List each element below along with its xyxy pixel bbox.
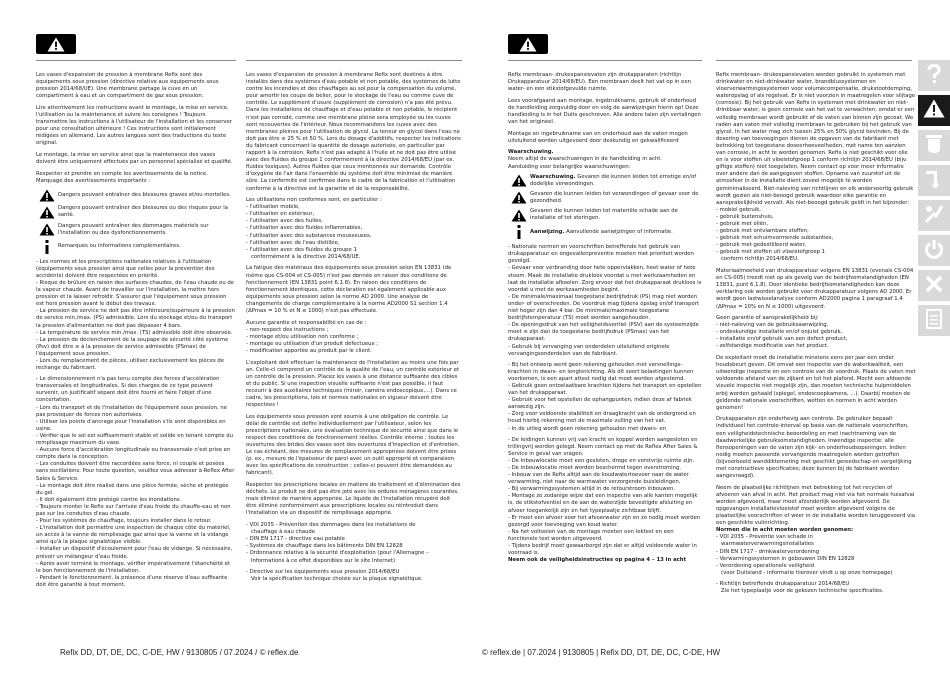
list-item: - Vérifier que le sol est suffisamment stable et solide en tenant compte du remplissage maximum du vase. bbox=[36, 432, 234, 447]
list-item: - montage ou utilisation d'un produit défectueux ; bbox=[246, 340, 379, 347]
paragraph: Les utilisations non conformes sont, en particulier : bbox=[246, 197, 382, 204]
list-item: - Er moet een afvoer voor het afvoerwater zijn en zo nodig moet worden gezorgd voor toevoeging van koud water. bbox=[508, 514, 701, 528]
symbol-text bbox=[530, 229, 704, 236]
list-item: - La pression de service ne doit pas être inférieure/supérieure à la pression de service min./max. (PS) admissible. Lors du stockage et/ou du transport la pression d'alimentation ne doit pas dépasser 4 bars. bbox=[36, 308, 235, 329]
list-item: - Ordonnance relative à la sécurité d'exploitation (pour l'Allemagne – bbox=[246, 550, 429, 557]
header-rule bbox=[716, 60, 912, 61]
warning-symbol-row bbox=[508, 191, 704, 205]
list-item: - Il doit également être protégé contre les inondations. bbox=[36, 496, 182, 503]
paragraph: Lire attentivement les instructions avant le montage, la mise en service, l'utilisation ou la maintenance et suivre les consignes ! Toujours transmettre les instructions à l'utilisateur de l'installation et les conserver pour une consultation ultérieure ! Ces instructions sont initialement rédigées en allemand. Les autres langues sont des traductions du texte original. bbox=[36, 104, 232, 147]
warning-header-icon bbox=[508, 34, 548, 54]
bullet-list bbox=[246, 327, 462, 355]
bullet-list bbox=[716, 322, 916, 350]
tab-installation[interactable] bbox=[918, 165, 950, 196]
list-item: - Bij het ontwerp werd geen rekening gehouden met versnellings-krachten in dwars- en lengterichting. Als dit soort belastingen kunnen voorkomen, is een apart attest nodig dat moet worden afgestemd. bbox=[508, 361, 694, 382]
list-item: - VDI 2035 - Prévention des dommages dans les installations de bbox=[246, 522, 416, 529]
list-item: - Lors du transport et de l'installation de l'équipement sous pression, ne pas provoquer de forces non autorisées. bbox=[36, 404, 227, 418]
power-icon bbox=[924, 239, 944, 263]
list-item: - ondeskundige installatie en/of onjuist gebruik, bbox=[716, 329, 843, 336]
caution-symbol-row bbox=[508, 208, 704, 222]
safety-reference: Neem ook de veiligheidsinstructies op pagina 4 – 13 in acht bbox=[508, 557, 687, 564]
warning-triangle-icon bbox=[508, 191, 530, 204]
header-rule bbox=[508, 60, 702, 61]
list-item: - l'utilisation avec de l'eau distillée, bbox=[246, 239, 340, 246]
list-item: Informations à ce effet disponibles sur le site Internet) bbox=[251, 557, 396, 564]
list-item: - l'utilisation avec des substances mousseuses, bbox=[246, 232, 372, 239]
list-item: conform richtlijn 2014/68/EU. bbox=[721, 256, 799, 263]
list-item: - La température de service min./max. (TS) admissible doit être observée. bbox=[36, 329, 233, 336]
caution-symbol-row bbox=[36, 223, 236, 237]
list-item: - gebruik met schuimvormende substanties, bbox=[716, 235, 834, 242]
page-footer: Refix DD, DT, DE, DC, C-DE, HW / 9130805 / 07.2024 / © reflex.de bbox=[60, 648, 299, 657]
symbol-desc: Aanvullende aanwijzingen of informatie. bbox=[564, 228, 673, 235]
bullet-list bbox=[246, 204, 462, 261]
bullet-list bbox=[716, 207, 916, 264]
warning-header-icon bbox=[36, 34, 76, 54]
symbol-text: Gevaren die kunnen leiden tot materiële schade aan de installatie of tot storingen. bbox=[530, 208, 678, 222]
list-item: - Gebruik bij vervanging van onderdelen uitsluitend originele vervangingsonderdelen van de fabrikant. bbox=[508, 343, 670, 357]
list-item: - Nationale normen en voorschriften betreffende het gebruik van drukapparatuur en ongevallenpreventie moeten met prioriteit worden gevolgd. bbox=[508, 244, 694, 265]
symbol-text: Dangers pouvant entraîner des blessures ou des risques pour la santé. bbox=[58, 205, 228, 219]
list-item: - In de uitleg wordt geen rekening gehouden met dwars- en bbox=[508, 425, 667, 432]
column-nl-2 bbox=[716, 72, 916, 596]
list-item: - Les conduites doivent être raccordées sans force, ni couple et posées sans oscillations. Pour toute question, veuillez vous adresser à Reflex After Sales & Service. bbox=[36, 461, 235, 482]
vessel-icon bbox=[925, 134, 943, 158]
info-symbol-row bbox=[36, 240, 236, 254]
list-item: - Systèmes de chauffage dans les bâtiments DIN EN 12828 bbox=[246, 543, 403, 550]
warning-icon bbox=[923, 99, 945, 122]
list-item: conformément à la directive 2014/68/UE. bbox=[251, 253, 361, 260]
list-item: - Pendant le fonctionnement, la présence d'une réserve d'eau suffisante doit être garantie à tout moment. bbox=[36, 574, 228, 588]
list-item: - installatie en/of gebruik van een defect product, bbox=[716, 336, 848, 343]
list-item: - Gebruik geen ontoelaatbare krachten tijdens het transport en opstellen van het drukapparaat. bbox=[508, 382, 702, 397]
paragraph: Lees voorafgaand aan montage, ingebruikname, gebruik of onderhoud de handleiding zorgvuldig door en volg de aanwijzingen hierin op! Deze handleiding is in het Duits geschreven. Alle andere talen zijn vertalingen van het origineel. bbox=[508, 97, 701, 126]
header-rule bbox=[246, 60, 462, 61]
list-item: warmwaterverwarmingsinstallaties bbox=[721, 541, 814, 548]
paragraph: Montage en ingebruikname van en onderhoud aan de vaten mogen uitsluitend worden uitgevoerd door deskundig en gekwalificeerd bbox=[508, 130, 688, 144]
symbol-text: Dangers pouvant entraîner des dommages matériels sur l'installation ou des dysfonctionnements. bbox=[58, 222, 209, 236]
list-item: - L'installation doit permettre une inspection de chaque côté du matériel, un accès à la vanne de remplissage gaz ainsi que la vanne et la vidange ainsi qu'à la plaque signalétique visible. bbox=[36, 525, 231, 546]
paragraph: Refix membraan- drukexpansievaten zijn drukapparaten (richtlijn Drukapparatuur 2014/68/EU). Een membraan deelt het vat op in een water- en een stikstofgevulde ruimte. bbox=[508, 72, 691, 93]
tab-documents[interactable] bbox=[918, 305, 950, 336]
column-nl-1 bbox=[508, 72, 704, 564]
list-item: - Gebruik voor het opstellen de ophangpunten, indien deze af fabriek aanwezig zijn. bbox=[508, 397, 692, 411]
header-rule bbox=[36, 60, 236, 61]
list-item: - Zorg voor voldoende stabiliteit en draagkracht van de ondergrond en houd hierbij rekening met de maximale vulling van het vat. bbox=[508, 411, 696, 425]
list-item: - Verwarmingssystemen in gebouwen DIN EN 12828 bbox=[716, 555, 855, 562]
paragraph: Les équipements sous pression sont soumis à une obligation de contrôle. Le délai de contrôle est défini individuellement par l'utilisateur, selon les prescriptions nationales, une évaluation technique de sécurité ainsi que dans le respect des conditions de fonctionnement réelles. Contrôle interne : toutes les ouvertures des brides des vases sont des ouvertures d'inspection et d'entretien. Le cas échéant, des mesures de remplacement appropriées doivent être prises (p. ex., mesure de l'épaisseur de paroi avec un outil approprié et comparaison avec les spécifications de construction ; celles-ci peuvent être demandées au fabricant). bbox=[246, 413, 460, 477]
paragraph: Waarschuwing. bbox=[508, 149, 554, 156]
list-item: - niet-naleving van de gebruiksaanwijzing, bbox=[716, 322, 829, 329]
list-item: chauffage à eau chaude bbox=[251, 529, 316, 536]
list-item: - l'utilisation avec des fluides inflammables, bbox=[246, 225, 363, 232]
paragraph: Materiaalmoeheid van drukapparatuur volgens EN 13831 (evenals CS-004 en CS-005) treedt niet op als gevolg van de bedrijfsomstandigheden (EN 13831, punt 6.1.8). Door identieke bedrijfsomstandigheden kan deze verklaring ook worden gebruikt voor drukapparatuur volgens AD 2000. Er wordt geen lastwisselanalyse conform AD2000 pagina 1 paragraaf 1.4 (ΔPmax = 10% en N ≤ 1000) uitgevoerd. bbox=[716, 268, 914, 310]
list-item: - Après avoir terminé le montage, vérifier impérativement l'étanchéité et le bon fonctionnement de l'installation. bbox=[36, 560, 231, 574]
list-item: - Risque de brûlure en raison des surfaces chaudes, de l'eau chaude ou de la vapeur chaude. Avant de travailler sur l'installation, la mettre hors pression et la laisser refroidir. S'assurer que l'équipement sous pression est hors pression avant le début des travaux. bbox=[36, 279, 235, 308]
paragraph: Aanduiding voor belangrijke waarschuwingen: bbox=[508, 163, 631, 170]
list-item: - non-respect des instructions ; bbox=[246, 326, 329, 333]
list-item: - gebruik buitenshuis, bbox=[716, 213, 774, 220]
symbol-text: Dangers pouvant entraîner des blessures graves et/ou mortelles. bbox=[58, 192, 231, 199]
paragraph: De exploitant moet de installatie minstens eens per jaar een onder houdsbeurt geven. Dit omvat een inspectie van de waterkwaliteit, een uitwendige inspectie en een controle van de voordruk. Plaats de vaten met voldoende afstand van de zijkant en tot het plafond. Mocht een afdoende visuele inspectie niet mogelijk zijn, dan moeten technische hulpmiddelen erbij worden gehaald (spiegel, endoscoopkamera, ...). Daarbij moeten de geldende nationale voorschriften, wetten en normen in acht worden genomen! bbox=[716, 355, 916, 411]
bullet-list bbox=[508, 244, 704, 557]
symbol-desc: Gevaren die kunnen leiden tot ernstige en/of dodelijke verwondingen. bbox=[530, 173, 697, 187]
paragraph: Neem altijd de waarschuwingen in de handleiding in acht. bbox=[508, 156, 662, 163]
paragraph: Marquage des avertissements importants : bbox=[36, 177, 151, 184]
danger-symbol-row bbox=[508, 174, 704, 188]
danger-symbol-row bbox=[36, 189, 236, 202]
reference-list bbox=[246, 522, 462, 565]
right-page bbox=[480, 0, 950, 674]
list-item: - De inbouwlocatie moet een gesloten, droge en vorstvrije ruimte zijn. bbox=[508, 457, 695, 464]
list-item: - Directive sur les équipements sous pression 2014/68/EU bbox=[246, 569, 400, 576]
list-item: - Le dimensionnement n'a pas tenu compte des forces d'accélération transversales et longitudinales. Si des charges de ce type peuvent survenir, un justificatif séparé doit être fourni et faire l'objet d'une concertation. bbox=[36, 376, 220, 404]
list-item: - Installer un dispositif d'écoulement pour l'eau de vidange. Si nécessaire, prévoir un mélangeur d'eau froide. bbox=[36, 546, 233, 560]
list-item: - gebruik met oliën, bbox=[716, 220, 768, 227]
paragraph: L'exploitant doit effectuer la maintenance de l'installation au moins une fois par an. Celle-ci comprend un contrôle de la qualité de l'eau, un contrôle extérieur et un contrôle de la pression. Placez les vases à une distance suffisante des cibles et du public. Si une inspection visuelle suffisante n'est pas possible, il faut recourir à des auxiliaires techniques (miroir, caméra endoscopique,...). Dans ce cadre, les prescriptions, lois et normes nationales en vigueur doivent être respectées ! bbox=[246, 359, 460, 409]
tools-icon bbox=[924, 274, 944, 298]
list-item: - De inbouwlocatie moet worden beschermd tegen overstroming. bbox=[508, 465, 682, 471]
caution-triangle-icon bbox=[508, 209, 530, 222]
list-item: - Gevaar voor verbranding door hete oppervlakken, heet water of hete stoom. Maak de installatie drukloos voordat u met werkzaamheden en laat de installatie afkoelen. Zorg ervoor dat het drukapparaat drukloos is voordat u met de werkzaamheden begint. bbox=[508, 265, 702, 293]
list-item: - Na het voltooien van de montage moeten een lektest en een functionele test worden uitgevoerd. bbox=[508, 528, 674, 542]
info-icon bbox=[508, 225, 530, 239]
side-tabs bbox=[918, 60, 950, 340]
list-item: - Le montage doit être réalisé dans une pièce fermée, sèche et protégée du gel. bbox=[36, 482, 229, 496]
list-item: - Verordening operationele veiligheid bbox=[716, 562, 815, 569]
list-item: - De minimale/maximaal toegestane bedrijfsdruk (PS) mag niet worden onder- of overschreden. De voordruk mag tijdens opslag en/of transport niet hoger zijn dan 4 bar. De minimale/maximale toegestane bedrijfstemperatuur (TS) moet worden aangehouden. bbox=[508, 293, 700, 322]
symbol-text: Gevaren die kunnen leiden tot verwondingen of gevaar voor de gezondheid. bbox=[530, 190, 699, 204]
list-item: - Inbouw van de Refix altijd aan de koudwatertoevoer naar de water verwarming, niet naar de warmwater verzorgende buisleidingen. bbox=[508, 472, 689, 486]
reference-list bbox=[716, 534, 916, 577]
paragraph: Geen garantie of aansprakelijkheid bij: bbox=[716, 315, 819, 322]
list-item: - modification apportée au produit par le client. bbox=[246, 347, 372, 354]
list-item: - Toujours monter le Refix sur l'arrivée d'eau froide du chauffe-eau et non pas sur les conduites d'eau chaude. bbox=[36, 503, 231, 517]
paragraph: Les vases d'expansion de pression à membrane Refix sont des équipements sous pression (directive relative aux équipements sous pression 2014/68/UE). Une membrane partage la cuve en un compartiment à eau et un compartiment de gaz sous pression. bbox=[36, 72, 219, 100]
bullet-list bbox=[36, 259, 236, 589]
list-item: - l'utilisation avec des fluides du groupe 1 bbox=[246, 246, 357, 253]
tab-maintenance[interactable] bbox=[918, 270, 950, 301]
page-footer: © reflex.de | 07.2024 | 9130805 | Refix DD, DT, DE, DC, C-DE, HW bbox=[482, 648, 720, 657]
list-item: - De leidingen kunnen vrij van kracht en koppel worden aangesloten en trillingvrij worden gelegd. Neem contact op met de Reflex After Sales & Service in geval van vragen. bbox=[508, 436, 698, 457]
list-item: - Utiliser les points d'ancrage pour l'installation s'ils sont disponibles en usine. bbox=[36, 418, 226, 432]
list-item: - Les normes et les prescriptions nationales relatives à l'utilisation (équipements sous pression ainsi que celles pour la prévention des accidents) doivent être respectées en priorité. bbox=[36, 258, 215, 279]
list-item: - gebruik met gedestilleerd water, bbox=[716, 242, 807, 249]
danger-triangle-icon bbox=[36, 189, 58, 202]
info-symbol-row bbox=[508, 225, 704, 239]
list-item: - DIN EN 1717 - directive eau potable bbox=[246, 536, 345, 543]
paragraph: Normen die in acht moeten worden genomen: bbox=[716, 527, 854, 534]
commissioning-icon bbox=[924, 204, 944, 228]
tab-commissioning[interactable] bbox=[918, 200, 950, 231]
paragraph: Respecter et prendre en compte les avertissements de la notice. bbox=[36, 170, 208, 177]
list-item: - zelfstandige modificatie van het product. bbox=[716, 343, 829, 350]
tab-product[interactable] bbox=[918, 130, 950, 161]
list-item: Zie het typeplaatje voor de gekozen technische specificaties. bbox=[721, 588, 884, 595]
list-item: - l'utilisation avec des huiles, bbox=[246, 218, 323, 225]
list-item: - Pour les systèmes de chauffage, toujours installer dans le retour. bbox=[36, 518, 212, 525]
list-item: - Bij verwarmingssystemen altijd in de retourstroom inbouwen. bbox=[508, 486, 676, 493]
list-item: (voor Duitsland - informatie hierover vindt u op onze homepage) bbox=[721, 569, 893, 576]
list-item: - gebruik met stoffen uit vloeistofgroep 1 bbox=[716, 249, 825, 256]
installation-icon bbox=[924, 169, 944, 193]
symbol-text bbox=[530, 174, 704, 188]
column-fr-2 bbox=[246, 72, 462, 583]
list-item: - mobiel gebruik, bbox=[716, 206, 761, 213]
list-item: - montage et/ou utilisation non conforme ; bbox=[246, 333, 359, 340]
list-item: - DIN EN 1717 - drinkwaterverordening bbox=[716, 548, 820, 555]
symbol-text: Remarques ou informations complémentaires. bbox=[58, 243, 181, 250]
paragraph: Drukapparaten zijn onderhevig aan controle. De gebruiker bepaalt individueel het controle-interval op basis van de nationale voorschriften, een veiligheidstechnische beoordeling en met inachtneming van de daadwerkelijke gebruiksomstandigheden. Inwendige inspectie: alle flensopeningen van de vaten zijn kijk- en onderhoudsopeningen. Indien nodig moeten passende vervangende maatregelen worden getroffen (bijvoorbeeld wanddiktemeting met geschikt gereedschap en vergelijking met constructieve specificaties; deze kunnen bij de fabrikant worden aangevraagd). bbox=[716, 416, 912, 480]
tab-operation[interactable] bbox=[918, 235, 950, 266]
column-fr-1 bbox=[36, 72, 236, 589]
list-item: - l'utilisation mobile, bbox=[246, 204, 300, 211]
question-icon bbox=[926, 64, 942, 88]
paragraph: Aucune garantie et responsabilité en cas de : bbox=[246, 319, 367, 326]
warning-triangle-icon bbox=[36, 206, 58, 219]
paragraph: Les vases d'expansion de pression à membrane Refix sont destinés à être installés dans des systèmes d'eau potable et non potable, des systèmes de lutte contre les incendies et des chauffages au sol pour la compensation du volume, pour amortir les coups de bélier, pour le stockage de l'eau ou comme cuve de contrôle. Le supplément d'usure (supplément de corrosion) n'a pas été prévu. Dans les installations de chauffage et d'eau potable et non potable, le récipient n'est pas corrodé, comme une membrane pleine sera employée ou les cuves sont recouvertes de l'intérieur. Nous recommandons les cuves avec des membranes pleines pour l'utilisation de glycol. La teneur en glycol dans l'eau ne doit pas être ≤ 25 % et 50 %. Lors du dosage d'additifs, respecter les indications du fabricant concernant la quantité de dosage autorisée, en particulier par rapport à la corrosion. Refix n'est pas adapté à l'huile et ne doit pas être utilisé avec des fluides du groupe 1 conformément à la directive 2014/68/EU (par ex. fluides toxiques). Autres fluides que ceux mentionnés sur demande. Contrôle d'oxygène de l'air dans l'ensemble du système doit être minimisé de manière sûre. La conformité est confirmée dans le cadre de la fabrication et l'utilisation conforme à la directive est la garantie et de la responsabilité. bbox=[246, 72, 461, 192]
list-item: - Tijdens bedrijf moet gewaarborgd zijn dat er altijd voldoende water in voorraad is. bbox=[508, 543, 697, 557]
list-item: - Montage zo zodanige wijze dat een inspectie van alle kanten mogelijk is, de stikstofventiel en de aan de waterzijde bevestigde afsluiting en afvoer toegankelijk zijn en het typeplaatje zichtbaar blijft. bbox=[508, 493, 698, 514]
paragraph: Neem de plaatselijke richtlijnen met betrekking tot het recyclen of afvoeren van afval in acht. Het product mag niet via het normale huisafval worden afgevoerd, maar moet afzonderlijk worden afgevoerd. De opgevangen installatievloeistof moet worden afgevoerd volgens de plaatselijke voorschriften of weer in de installatie worden teruggevoerd via een geschikte vulinrichting. bbox=[716, 484, 915, 527]
danger-triangle-icon bbox=[508, 174, 530, 187]
paragraph: Refix membraan- drukexpansievaten worden gebruikt in systemen met drinkwater en niet-drinkwater water, brandblussystemen en vloerverwarmingssystemen voor volumecompensatie, drukstootdemping, wateropslag of als regelvat. Er is niet voorzien in maatregelen voor slijtage (corrosie). Bij het gebruik van Refix in systemen met drinkwater en niet-drinkbaar water, is geen corrosie van het vat te verwachten, omdat er een volledig membraan wordt gebruikt of de vaten van binnen zijn gecoat. We raden aan vaten met volledig membraan te gebruiken bij het gebruik van glycol. In het water mag zich tussen 25% en 50% glycol bevinden. Bij de dosering van toevoegingen dienen de opgaven van de fabrikant met betrekking tot toegestane doseerhoeveelheden, met name ten aanzien van corrosie, in acht te worden genomen. Refix is niet geschikt voor olie en is voor stoffen uit vloeistofgroep 1 conform richtlijn 2014/68/EU (bijv. giftige stoffen) niet toegelaten. Neem contact op voor meer informatie over andere dan de aangegeven stoffen. Opname van zuurstof uit de atmosfeer in de installatie dient zoveel mogelijk te worden geminimaliseerd. Niet-naleving van richtlijnen en elk andersoortig gebruik wordt gezien als niet-beoogd gebruik waardoor elke garantie en aansprakelijkheid vervalt. Als niet-beoogd gebruik geldt in het bijzonder: bbox=[716, 72, 916, 206]
paragraph: La fatigue des matériaux des équipements sous pression selon EN 13831 (de même que CS-004 et CS-005) n'est pas donnée en raison des conditions de fonctionnement (EN 13831 point 6.1.8). En raison des conditions de fonctionnement identiques, cette déclaration est également applicable aux équipements sous pression selon la norme AD 2000. Une analyse de changements de charge complémentaire à la norme AD2000 S1 section 1.4 (ΔPmax = 10 % et N ≤ 1000) n'est pas effectuée. bbox=[246, 265, 452, 314]
list-item: - Aucune force d'accélération longitudinale ou transversale n'est prise en compte dans la conception. bbox=[36, 447, 231, 461]
list-item: - De openingsdruk van het veiligheidsventiel (PSV) aan de systeemzijde moet ≤ zijn dan de toegestane bedrijfsdruk (PSmax) van het drukapparaat. bbox=[508, 322, 699, 343]
list-item: - Lors du remplacement de pièces, utiliser exclusivement les pièces de rechange du fabricant. bbox=[36, 358, 225, 372]
document-icon bbox=[926, 309, 942, 333]
list-item: - gebruik met ontvlambare stoffen, bbox=[716, 228, 809, 235]
caution-triangle-icon bbox=[36, 223, 58, 236]
paragraph: Le montage, la mise en service ainsi que la maintenance des vases doivent être uniquement effectués par un personnel spécialisé et qualifié. bbox=[36, 151, 233, 166]
symbol-label: Waarschuwing. bbox=[530, 173, 576, 180]
list-item: Voir la spécification technique choisie sur la plaque signalétique. bbox=[251, 576, 423, 583]
tab-safety[interactable] bbox=[918, 95, 950, 126]
left-page bbox=[0, 0, 470, 674]
list-item: - Richtlijn betreffende drukapparatuur 2014/68/EU bbox=[716, 581, 850, 588]
tab-help[interactable] bbox=[918, 60, 950, 91]
info-icon bbox=[36, 240, 58, 254]
list-item: - l'utilisation en extérieur, bbox=[246, 211, 315, 218]
paragraph: Respecter les prescriptions locales en matière de traitement et d'élimination des déchets. Le produit ne doit pas être jeté avec les ordures ménagères courantes, mais éliminé de manière appropriée. Le liquide de l'installation récupéré doit être éliminé conformément aux prescriptions locales ou réintroduit dans l'installation via un dispositif de remplissage approprié. bbox=[246, 482, 461, 517]
list-item: - La pression de déclenchement de la soupape de sécurité côté système (Psv) doit être ≤ à la pression de service admissible (PSmax) de l'équipement sous pression. bbox=[36, 336, 229, 357]
warning-symbol-row bbox=[36, 205, 236, 219]
symbol-label: Aanwijzing. bbox=[530, 228, 565, 235]
list-item: - VDI 2035 - Preventie van schade in bbox=[716, 534, 813, 541]
